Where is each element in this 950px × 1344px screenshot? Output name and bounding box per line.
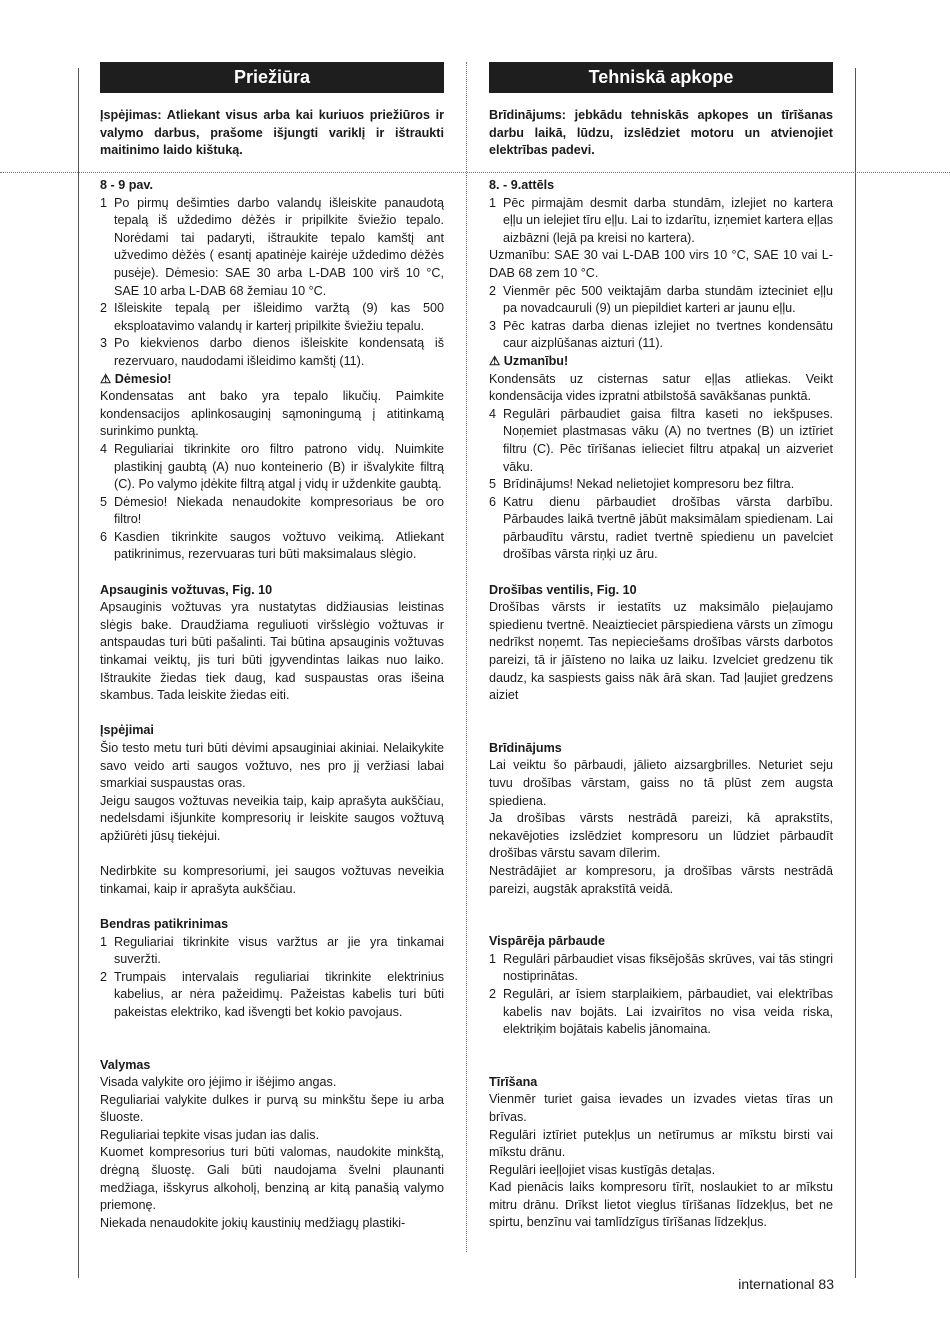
section-heading: Drošības ventilis, Fig. 10	[489, 582, 637, 597]
section-heading: Apsauginis vožtuvas, Fig. 10	[100, 582, 273, 597]
item-text: Kasdien tikrinkite saugos vožtuvo veikimą. Atliekant patikrinimus, rezervuaras turi būti maksimalaus slėgio.	[114, 529, 444, 562]
item-text: Pēc pirmajām desmit darba stundām, izlejiet no kartera eļļu un ielejiet tīru eļļu. Lai to izdarītu, izņemiet kartera eļļas aizbāzni (lejā pa kreisi no kartera).	[503, 195, 833, 245]
note-text: Uzmanību: SAE 30 vai L-DAB 100 virs 10 °C, SAE 10 vai L-DAB 68 zem 10 °C.	[489, 248, 833, 280]
item-number: 3	[100, 336, 108, 351]
section-heading: 8. - 9.attēls	[489, 178, 555, 192]
paragraph: Kad pienācis laiks kompresoru tīrīt, noslaukiet to ar mīkstu mitru drānu. Drīkst lietot vieglus tīrīšanas līdzekļus, bet ne spirtu, benzīnu vai tamlīdzīgus tīrīšanas līdzekļus.	[489, 1180, 833, 1230]
paragraph: Šio testo metu turi būti dėvimi apsauginiai akiniai. Nelaikykite savo veido arti saugos vožtuvo, nes pro jį veržiasi labai smarkiai suspaustas oras.	[100, 741, 444, 791]
item-number: 2	[100, 301, 108, 316]
attention-heading: ⚠ Dėmesio!	[100, 371, 172, 386]
item-number: 2	[100, 969, 108, 984]
item-number: 1	[489, 195, 497, 210]
center-dotted-rule	[466, 62, 467, 1252]
paragraph: Kuomet kompresorius turi būti valomas, naudokite minkštą, drėgną šluostę. Gali būti naudojama švelni plaunanti medžiaga, išskyrus alkoholį, benziną ar kitą panašią valymo priemonę.	[100, 1145, 444, 1213]
attention-heading: ⚠ Uzmanību!	[489, 353, 569, 368]
item-text: Po kiekvienos darbo dienos išleiskite kondensatą iš rezervuaro, naudodami išleidimo kamštį (11).	[114, 336, 444, 368]
list-item	[489, 283, 833, 318]
list-item	[100, 494, 444, 529]
right-warning: Brīdinājums: jebkādu tehniskās apkopes un tīrīšanas darbu laikā, lūdzu, izslēdziet motoru un atvienojiet elektrības padevi.	[489, 108, 833, 158]
section-heading: Įspėjimai	[100, 723, 154, 738]
item-text: Katru dienu pārbaudiet drošības vārsta darbību. Pārbaudes laikā tvertnē jābūt maksimālam spiedienam. Lai pārbaudītu vārstu, radiet tvertnē spiedienu un pavelciet drošības vārsta riņķi uz āru.	[503, 494, 833, 562]
list-item	[489, 986, 833, 1039]
item-number: 1	[100, 934, 108, 949]
paragraph: Drošības vārsts ir iestatīts uz maksimālo pieļaujamo spiedienu tvertnē. Neaiztieciet pārspiediena vārsts un zīmogu nedrīkst noņemt. Tas nepieciešams drošības vārsts darbotos pareizi, tā ir jāīsteno no laika uz laiku. Izvelciet gredzenu tik daudz, ka saspiests gaiss nāk ārā skan. Tad ļaujiet gredzens aiziet	[489, 600, 833, 703]
list-item	[100, 969, 444, 1022]
list-item	[489, 195, 833, 248]
list-item	[489, 406, 833, 476]
left-section-title: Priežiūra	[100, 62, 444, 93]
item-text: Išleiskite tepalą per išleidimo varžtą (9) kas 500 eksploatavimo valandų ir karterį pripilkite šviežiu tepalu.	[114, 301, 444, 333]
page-footer: international 83	[738, 1276, 834, 1292]
paragraph: Reguliariai tepkite visas judan ias dalis.	[100, 1127, 320, 1142]
item-text: Brīdinājums! Nekad nelietojiet kompresoru bez filtra.	[503, 477, 795, 492]
item-number: 4	[489, 406, 497, 421]
item-text: Pēc katras darba dienas izlejiet no tvertnes kondensātu caur aizplūšanas aizturi (11).	[503, 318, 833, 351]
list-item	[489, 494, 833, 564]
item-text: Vienmēr pēc 500 veiktajām darba stundām izteciniet eļļu pa novadcauruli (9) un piepildiet karteri ar jaunu eļļu.	[503, 283, 833, 316]
list-item	[100, 441, 444, 494]
paragraph: Regulāri ieeļļojiet visas kustīgās detaļas.	[489, 1162, 716, 1177]
warning-triangle-icon: ⚠	[489, 353, 501, 368]
paragraph: Niekada nenaudokite jokių kaustinių medžiagų plastiki-	[100, 1215, 406, 1230]
section-heading: Tīrīšana	[489, 1074, 538, 1089]
warning-triangle-icon: ⚠	[100, 371, 112, 386]
item-number: 6	[100, 529, 108, 544]
item-number: 5	[489, 477, 497, 492]
list-item	[100, 934, 444, 969]
attention-text: Kondensatas ant bako yra tepalo likučių. Paimkite kondensacijos aplinkosauginį sąmoningumą į atitinkamą surinkimo punktą.	[100, 389, 444, 439]
item-text: Regulāri, ar īsiem starplaikiem, pārbaudiet, vai elektrības kabelis nav bojāts. Lai izvairītos no visa veida riska, elektriķim bojātais kabelis jānomaina.	[503, 986, 833, 1037]
item-text: Regulāri pārbaudiet visas fiksējošās skrūves, vai tās stingri nostiprinātas.	[503, 951, 833, 984]
attention-text: Kondensāts uz cisternas satur eļļas atliekas. Veikt kondensācija vides izpratni atbilstošā savākšanas punktā.	[489, 371, 833, 404]
item-number: 5	[100, 494, 108, 509]
list-item	[489, 318, 833, 353]
left-margin-rule	[78, 68, 79, 1278]
paragraph: Nestrādājiet ar kompresoru, ja drošības vārsts nestrādā pareizi, augstāk aprakstītā veidā.	[489, 863, 833, 896]
section-heading: Valymas	[100, 1057, 151, 1072]
paragraph: Vienmēr turiet gaisa ievades un izvades vietas tīras un brīvas.	[489, 1092, 833, 1124]
list-item	[489, 476, 833, 494]
paragraph: Lai veiktu šo pārbaudi, jālieto aizsargbrilles. Neturiet seju tuvu drošības vārstam, gaiss no tā plūst zem augsta spiediena.	[489, 758, 833, 808]
item-number: 2	[489, 283, 497, 298]
list-item	[100, 335, 444, 370]
left-warning: Įspėjimas: Atliekant visus arba kai kuriuos priežiūros ir valymo darbus, prašome išjungti variklį ir ištraukti maitinimo laido kištuką.	[100, 108, 444, 158]
paragraph: Reguliariai valykite dulkes ir purvą su minkštu šepe iu arba šluoste.	[100, 1092, 444, 1125]
paragraph: Apsauginis vožtuvas yra nustatytas didžiausias leistinas slėgis bake. Draudžiama reguliuoti viršslėgio vožtuvas ir antspaudas turi būti pašalinti. Tai būtina apsauginis vožtuvas tinkamai veiktų, jis turi būti įgyvendintas laikas nuo laiko. Ištraukite žiedas tiek daug, kad suspaustas oras išeina skambus. Tada leiskite žiedas eiti.	[100, 600, 444, 703]
item-text: Regulāri pārbaudiet gaisa filtra kaseti no iekšpuses. Noņemiet plastmasas vāku (A) no tvertnes (B) un iztīriet filtru (C). Pēc tīrīšanas ielieciet filtru atpakaļ un aizveriet vāku.	[503, 406, 833, 474]
item-number: 6	[489, 494, 497, 509]
item-number: 2	[489, 986, 497, 1001]
paragraph: Ja drošības vārsts nestrādā pareizi, kā aprakstīts, nekavējoties izslēdziet kompresoru un lūdziet pārbaudīt drošības vārstu savam dīlerim.	[489, 811, 833, 861]
paragraph: Jeigu saugos vožtuvas neveikia taip, kaip aprašyta aukščiau, nedelsdami išjunkite kompresorių ir leiskite saugos vožtuvą apžiūrėti jūsų tiekėjui.	[100, 793, 444, 843]
right-column	[489, 177, 833, 1232]
list-item	[489, 951, 833, 986]
right-margin-rule	[855, 68, 856, 1278]
paragraph: Regulāri iztīriet putekļus un netīrumus ar mīkstu birsti vai mīkstu drānu.	[489, 1127, 833, 1160]
item-number: 3	[489, 318, 497, 333]
item-number: 1	[489, 951, 497, 966]
paragraph: Nedirbkite su kompresoriumi, jei saugos vožtuvas neveikia tinkamai, kaip ir aprašyta aukščiau.	[100, 864, 444, 896]
left-column	[100, 177, 444, 1232]
item-text: Reguliariai tikrinkite visus varžtus ar jie yra tinkamai suveržti.	[114, 934, 444, 967]
horizontal-dotted-rule	[0, 172, 950, 173]
item-number: 4	[100, 441, 108, 456]
right-section-title: Tehniskā apkope	[489, 62, 833, 93]
list-item	[100, 300, 444, 335]
paragraph: Visada valykite oro įėjimo ir išėjimo angas.	[100, 1075, 337, 1090]
item-number: 1	[100, 195, 108, 210]
section-heading: Brīdinājums	[489, 740, 562, 755]
item-text: Po pirmų dešimties darbo valandų išleiskite panaudotą tepalą iš uždedimo dėžės ir pripilkite šviežio tepalo. Norėdami tai padaryti, ištraukite tepalo kamštį ant užvedimo dėžės ( esantį apatinėje kairėje uždedimo dėžės pusėje). Dėmesio: SAE 30 arba L-DAB 100 virš 10 °C, SAE 10 arba L-DAB 68 žemiau 10 °C.	[114, 195, 444, 298]
item-text: Reguliariai tikrinkite oro filtro patrono vidų. Nuimkite plastikinį gaubtą (A) nuo konteinerio (B) ir išvalykite filtrą (C). Po valymo įdėkite filtrą atgal į vidų ir uždenkite gaubtą.	[114, 441, 444, 492]
section-heading: Vispārēja pārbaude	[489, 934, 605, 949]
item-text: Trumpais intervalais reguliariai tikrinkite elektrinius kabelius, ar nėra pažeidimų. Pažeistas kabelis turi būti pakeistas elektriko, kad išvengti bet kokio pavojaus.	[114, 969, 444, 1019]
section-heading: 8 - 9 pav.	[100, 178, 153, 192]
list-item	[100, 195, 444, 301]
section-heading: Bendras patikrinimas	[100, 916, 229, 931]
list-item	[100, 529, 444, 564]
item-text: Dėmesio! Niekada nenaudokite kompresoriaus be oro filtro!	[114, 494, 444, 527]
